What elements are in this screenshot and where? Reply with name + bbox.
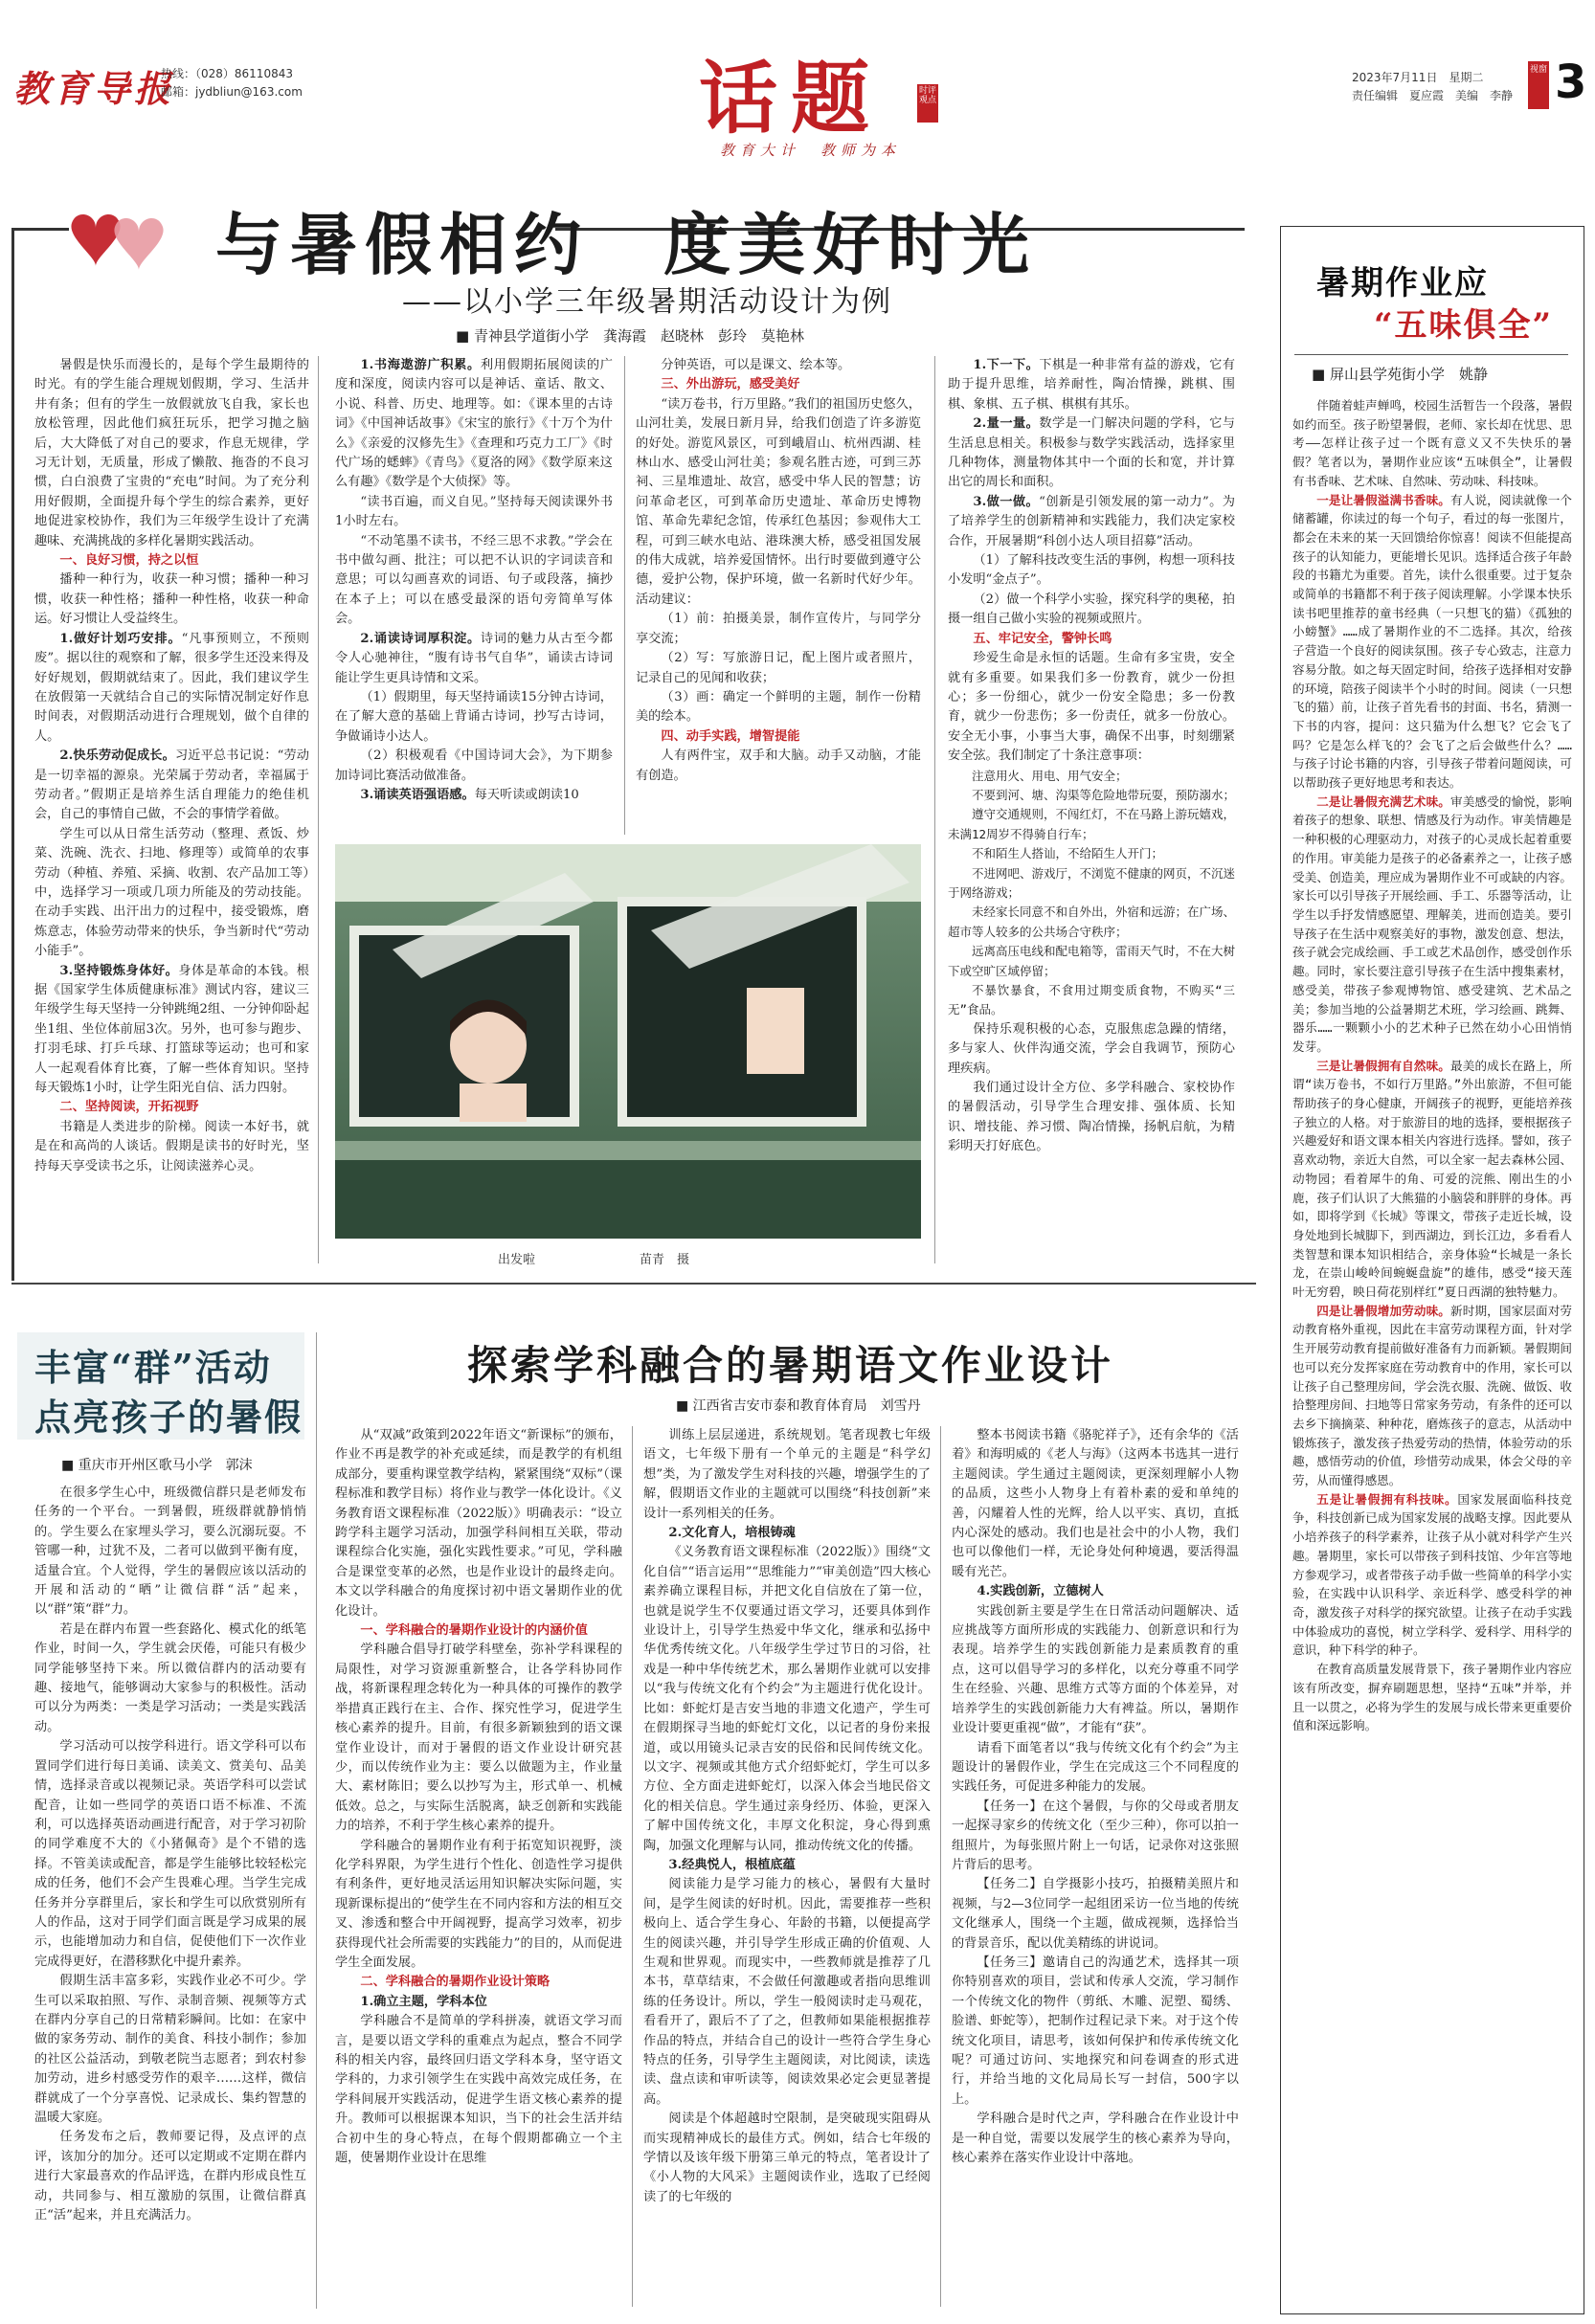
email: 邮箱：jydbliun@163.com — [161, 85, 303, 99]
subsection-heading: 三、外出游玩，感受美好 — [661, 377, 800, 392]
section-seal: 时评观点 — [917, 84, 938, 123]
paragraph-lead: 2.快乐劳动促成长。 — [59, 749, 175, 764]
paragraph-text: 学科融合不是简单的学科拼凑，就语文学习而言，是要以语文学科的重难点为起点，整合不同学科的相关内容，最终回归语文学科本身，坚守语文学科的，力求引领学生在实践中高效完成任务，在学科间展开实践活动，促进学生语文核心素养的提升。教师可以根据课本知识，当下的社会生活并结合初中生的身心特点，在每个假期都确立一个主题，使暑期作业设计在思维 — [335, 2014, 622, 2166]
paragraph-text: 保持乐观积极的心态，克服焦虑急躁的情绪，多与家人、伙伴沟通交流，学会自我调节，预防心理疾病。 — [948, 1021, 1235, 1076]
paragraph-text: （1）假期里，每天坚持诵读15分钟古诗词，在了解大意的基础上背诵古诗词，抄写古诗词，争做诵诗小达人。 — [335, 689, 613, 744]
paragraph-text: 从“双减”政策到2022年语文“新课标”的颁布，作业不再是教学的补充或延续，而是教学的有机组成部分，要重构课堂教学结构，紧紧围绕“双标”（课程标准和教学目标）将作业与教学一体化设计。《义务教育语文课程标准（2022版）》明确表示：“设立跨学科主题学习活动，加强学科间相互关联，带动课程综合化实施，强化实践性要求。”可见，学科融合是课堂变革的必然，也是作业设计的最终走向。本文以学科融合的角度探讨初中语文暑期作业的优化设计。 — [335, 1428, 622, 1619]
paragraph-text: 下棋是一种非常有益的游戏，它有助于提升思维，培养耐性，陶冶情操，跳棋、围棋、象棋、五子棋、棋棋有其乐。 — [948, 358, 1235, 412]
paragraph-text: 有人说，阅读就像一个储蓄罐，你读过的每一个句子，看过的每一张图片，都会在未来的某一天回馈给你惊喜！阅读不但能提高孩子的认知能力，更能增长见识。选择适合孩子年龄段的书籍尤为重要。首先，读什么很重要。过于复杂或简单的书籍都不利于孩子阅读理解。小学课本快乐读书吧里推荐的童书经典（一只想飞的猫）《孤独的小螃蟹》……成了暑期作业的不二选择。其次，给孩子营造一个良好的阅读氛围。孩子专心致志，注意力容易分散。如之每天固定时间，给孩子选择相对安静的环境，陪孩子阅读半个小时的时间。阅读（一只想飞的猫）前，让孩子首先看书的封面、书名，猜测一下书的内容，提问：这只猫为什么想飞？它会飞了吗？它是怎么样飞的？会飞了之后会做些什么？……与孩子讨论书籍的内容，引导孩子带着问题阅读，可以帮助孩子更好地思考和表达。 — [1292, 492, 1572, 791]
column-divider — [318, 356, 319, 1263]
paragraph-text: （2）做一个科学小实验，探究科学的奥秘，拍摄一组自己做小实验的视频或照片。 — [948, 592, 1235, 627]
section-title: 话题 — [699, 53, 884, 145]
paragraph-text: 国家发展面临科技竞争，科技创新已成为国家发展的战略支撑。因此要从小培养孩子的科学素养，让孩子从小就对科学产生兴趣。暑期里，家长可以带孩子到科技馆、少年宫等地方参观学习，或者带孩子动手做一些简单的科学小实验，在实践中认识科学、亲近科学、感受科学的神奇，激发孩子对科学的探究欲望。让孩子在动手实践中体验成功的喜悦，树立学科学、爱科学、用科学的意识，种下科学的种子。 — [1292, 1491, 1572, 1658]
paragraph — [636, 649, 921, 688]
paragraph-lead: 3.做一做。 — [973, 494, 1040, 509]
paragraph-text: 人有两件宝，双手和大脑。动手又动脑，才能有创造。 — [636, 749, 921, 783]
hotline: 热线：（028）86110843 — [161, 67, 293, 80]
paragraph — [1292, 1490, 1572, 1660]
subsection-heading: 一、学科融合的暑期作业设计的内涵价值 — [360, 1623, 588, 1639]
lead-subheadline: ——以小学三年级暑期活动设计为例 — [402, 285, 892, 319]
paragraph-text: 任务发布之后，教师要记得，及点评的点评，该加分的加分。还可以定期或不定期在群内进行大家最喜欢的作品评选，在群内形成良性互动，共同参与、相互激励的氛围，让微信群真正“活”起来，并且充满活力。 — [34, 2130, 306, 2223]
paragraph — [335, 532, 613, 630]
paragraph-text: 最美的成长在路上，所谓“读万卷书，不如行万里路。”外出旅游，不但可能帮助孩子的身心健康，开阔孩子的视野，更能培养孩子独立的人格。对于旅游目的地的选择，要根据孩子兴趣爱好和语文课本相关内容进行选择。譬如，孩子喜欢动物，亲近大自然，可以全家一起去森林公园、动物园；看着犀牛的角、可爱的浣熊、刚出生的小鹿，孩子们认识了大熊猫的小脑袋和胖胖的身体。再如，即将学到《长城》等课文，带孩子走近长城，设身处地到长城脚下，到西湖边，到长江边，多看看人类智慧和课本知识相结合，亲身体验“长城是一条长龙，在崇山峻岭间蜿蜒盘旋”的雄伟，感受“接天莲叶无穷碧，映日荷花别样红”夏日西湖的独特魅力。 — [1292, 1058, 1572, 1300]
lead-article-column-3 — [636, 356, 921, 835]
train-photo-illustration — [335, 844, 921, 1239]
paragraph — [335, 2012, 622, 2168]
paragraph-text: 整本书阅读书籍《骆驼祥子》，还有余华的《活着》和海明威的《老人与海》（这两本书选其一进行主题阅读。学生通过主题阅读，更深刻理解小人物的品质，这些小人物身上有着朴素的爱和单纯的善，闪耀着人性的光辉，给人以平实、真切，直抵内心深处的感动。我们也是社会中的小人物，我们也可以像他们一样，无论身处何种境遇，要活得温暖有光芒。 — [952, 1428, 1239, 1579]
paragraph-text: 在教育高质量发展背景下，孩子暑期作业内容应该有所改变，摒弃刷题思想，坚持“五味”并举，并且一以贯之，必将为学生的发展与成长带来更重要价值和深远影响。 — [1292, 1662, 1572, 1733]
paragraph — [643, 1543, 931, 1856]
paragraph — [643, 1426, 931, 1524]
paragraph-text: 学科融合是时代之声，学科融合在作业设计中是一种自觉，需要以发展学生的核心素养为导向，核心素养在落实作业设计中落地。 — [952, 2112, 1239, 2166]
paragraph — [636, 688, 921, 727]
paragraph — [636, 395, 921, 610]
sidebar-title-line1: 暑期作业应 — [1316, 264, 1489, 302]
paragraph-text: 请看下面笔者以“我与传统文化有个约会”为主题设计的暑假作业，学生在完成这三个不同程度的实践任务，可促进多种能力的发展。 — [952, 1740, 1239, 1795]
paragraph-text: 学生可以从日常生活劳动（整理、煮饭、炒菜、洗碗、洗衣、扫地、修理等）或简单的农事劳动（种植、养殖、采摘、收割、农产品加工等）中，选择学习一项或几项力所能及的劳动技能。在动手实践、出汗出力的过程中，接受锻炼，磨炼意志，体验劳动带来的快乐，争当新时代“劳动小能手”。 — [34, 826, 309, 959]
lead-article-column-1 — [34, 356, 309, 1263]
paragraph — [34, 1484, 306, 1620]
paragraph — [1292, 491, 1572, 793]
paragraph — [335, 1641, 622, 1836]
paragraph-lead: 三是让暑假拥有自然味。 — [1316, 1058, 1451, 1073]
paragraph-text: 伴随着蛙声蝉鸣，校园生活暂告一个段落，暑假如约而至。孩子盼望暑假，老师、家长却在忧思、思考——怎样让孩子过一个既有意义又不失快乐的暑假？笔者以为，暑期作业应该“五味俱全”，让暑假有书香味、艺术味、自然味、劳动味、科技味。 — [1292, 398, 1572, 488]
lead-byline: ■ 青神县学道街小学 龚海霞 赵晓林 彭玲 莫艳林 — [456, 327, 804, 345]
bottom-article-headline: 探索学科融合的暑期语文作业设计 — [467, 1342, 1114, 1389]
bottom-article-column-1 — [335, 1426, 622, 2307]
paragraph-text: “读书百遍，而义自见。”坚持每天阅读课外书1小时左右。 — [335, 494, 613, 529]
paragraph-text: 播种一种行为，收获一种习惯；播种一种习惯，收获一种性格；播种一种性格，收获一种命运。好习惯让人受益终生。 — [34, 572, 309, 627]
paragraph — [948, 493, 1235, 551]
paragraph — [643, 2110, 931, 2207]
paragraph-text: 习近平总书记说：“劳动是一切幸福的源泉。光荣属于劳动者，幸福属于劳动者。”假期正是培养生活自理能力的绝佳机会，自己的事情自己做，不会的事情学着做。 — [34, 749, 309, 822]
sidebar-title-line2: “五味俱全” — [1374, 306, 1554, 345]
paragraph — [948, 649, 1235, 766]
paragraph-text: 学习活动可以按学科进行。语文学科可以布置同学们进行每日美诵、读美文、赏美句、品美情，选择录音或以视频记录。英语学科可以尝试配音，让如一些同学的英语口语不标准、不流利，可以选择英语动画进行配音，对于学习初阶的同学难度不大的《小猪佩奇》是个不错的选择。不管美读或配音，都是学生能够比较轻松完成的任务，他们不会产生畏难心理。当学生完成任务并分享群里后，家长和学生可以欣赏别所有人的作品，这对于同学们面言既是学习成果的展示，也能增加动力和自信，促使他们下一次作业完成得更好，在潜移默化中提升素养。 — [34, 1739, 306, 1969]
paragraph — [335, 1426, 622, 1621]
paragraph — [1292, 396, 1572, 491]
paragraph-text: 我们通过设计全方位、多学科融合、家校协作的暑假活动，引导学生合理安排、强体质、长知识、增技能、养习惯、陶冶情操，扬帆启航，为精彩明天打好底色。 — [948, 1081, 1235, 1154]
paragraph — [335, 493, 613, 532]
paragraph — [952, 1602, 1239, 1739]
paragraph-lead: 3.诵读英语强语感。 — [360, 787, 475, 802]
paragraph-text: 暑假是快乐而漫长的，是每个学生最期待的时光。有的学生能合理规划假期，学习、生活井井有条；但有的学生一放假就放飞自我，家长也放松管理，因此他们疯狂玩乐，把学习抛之脑后，大大降低了对自己的要求，作息无规律，学习无计划，无质量，形成了懒散、拖沓的不良习惯，白白浪费了宝贵的“充电”时间。为了充分利用好假期，全面提升每个学生的综合素养，更好地促进家校协作，我们为三年级学生设计了充满趣味、充满挑战的多样化暑期实践活动。 — [34, 358, 309, 548]
paragraph-lead: 1.下一下。 — [973, 358, 1040, 372]
paragraph — [34, 630, 309, 747]
editors: 责任编辑 夏应霞 美编 李静 — [1352, 89, 1514, 102]
column-divider — [316, 1332, 317, 2309]
issue-info — [1352, 69, 1513, 105]
paragraph — [948, 414, 1235, 493]
paragraph-text: （1）前：拍摄美景，制作宣传片，与同学分享交流； — [636, 612, 921, 646]
paragraph-text: 【任务二】自学摄影小技巧，拍摄精美照片和视频，与2—3位同学一起组团采访一位当地的传统文化继承人，围绕一个主题，做成视频，选择恰当的背景音乐，配以优美精练的讲说词。 — [952, 1877, 1239, 1951]
issue-date: 2023年7月11日 星期二 — [1352, 71, 1484, 84]
page-number: 3 — [1555, 56, 1587, 109]
paragraph — [952, 1798, 1239, 1876]
column-divider — [940, 1426, 941, 2307]
paragraph-lead: 2.量一量。 — [973, 416, 1040, 432]
paragraph — [948, 551, 1235, 591]
subsection-heading: 五、牢记安全，警钟长鸣 — [973, 631, 1112, 646]
sidebar-rule — [1294, 354, 1568, 355]
paragraph — [952, 1954, 1239, 2110]
paragraph — [1292, 1660, 1572, 1735]
paragraph-text: 身体是革命的本钱。根据《国家学生体质健康标准》测试内容，建议三年级学生每天坚持一分钟跳绳2组、一分钟仰卧起坐1组、坐位体前屈3次。另外，也可参与跑步、打羽毛球、打乒乓球、打篮球等运动；也可和家人一起观看体育比赛，了解一些体育知识。坚持每天锻炼1小时，让学生阳光自信、活力四射。 — [34, 963, 309, 1096]
paragraph-text: 阅读是个体超越时空限制，是突破现实阻碍从而实现精神成长的最佳方式。例如，结合七年级的学情以及该年级下册第三单元的特点，笔者设计了《小人物的大风采》主题阅读作业，选取了已经阅读了的七年级的 — [643, 2112, 931, 2204]
paragraph-lead: 2.文化育人，培根铸魂 — [668, 1526, 796, 1541]
paragraph — [34, 570, 309, 629]
paragraph-text: 阅读能力是学习能力的核心，暑假有大量时间，是学生阅读的好时机。因此，需要推荐一些积极向上、适合学生身心、年龄的书籍，以便提高学生的阅读兴趣，并引导学生形成正确的价值观、人生观和世界观。而现实中，一些教师就是推荐了几本书，草草结束，不会做任何激趣或者指向思维训练的任务设计。所以，学生一般阅读时走马观花，看看开了，跟后不了了之，但教师如果能根据推荐作品的特点，并结合自己的设计一些符合学生身心特点的任务，引导学生主题阅读，对比阅读，读选读、盘点读和审听读等，阅读效果必定会更显著提高。 — [643, 1877, 931, 2107]
column-divider — [624, 356, 625, 835]
photo-caption-credit: 苗青 摄 — [640, 1253, 690, 1267]
paragraph-text: 分钟英语，可以是课文、绘本等。 — [661, 358, 851, 372]
paragraph — [948, 356, 1235, 414]
paragraph — [643, 1856, 931, 1875]
slogan: 教育大计 教师为本 — [720, 142, 902, 159]
paragraph — [952, 1875, 1239, 1954]
safety-tip: 注意用火、用电、用气安全； — [972, 768, 1128, 783]
paragraph — [335, 356, 613, 493]
paragraph-text: “读万卷书，行万里路。”我们的祖国历史悠久，山河壮美，发展日新月异，给我们创造了许多游览的好处。游览风景区，可到峨眉山、杭州西湖、桂林山水、感受山河壮美；参观名胜古迹，可到三苏祠、三星堆遗址、故宫，感受中华人民的智慧；访问革命老区，可到革命历史遗址、革命历史博物馆、革命先辈纪念馆，传承红色基因；参观伟大工程，可到三峡水电站、港珠澳大桥，感受祖国发展的伟大成就，培养爱国情怀。出行时要做到遵守公德，爱护公物，保护环境，做一名新时代好少年。活动建议： — [636, 396, 921, 607]
frame-line — [11, 228, 20, 1281]
contact-info — [161, 65, 303, 101]
paragraph — [952, 1582, 1239, 1601]
paragraph — [636, 610, 921, 649]
safety-tip: 不进网吧、游戏厅，不浏览不健康的网页，不沉迷于网络游戏； — [948, 865, 1235, 900]
paragraph-lead: 1.书海遨游广积累。 — [360, 358, 481, 372]
paragraph-lead: 3.经典悦人，根植底蕴 — [668, 1857, 796, 1872]
paragraph-text: 数学是一门解决问题的学科，它与生活息息相关。积极参与数学实践活动，选择家里几种物体，测量物体其中一个面的长和宽，并计算出它的周长和面积。 — [948, 416, 1235, 490]
paragraph — [34, 2128, 306, 2225]
photo-caption-title: 出发啦 — [498, 1253, 536, 1267]
paragraph-lead: 一是让暑假溢满书香味。 — [1316, 492, 1451, 507]
paragraph-lead: 2.诵读诗词厚积淀。 — [360, 631, 481, 646]
safety-tip: 不要到河、塘、沟渠等危险地带玩耍，预防溺水； — [972, 787, 1235, 802]
newspaper-logo: 教育导报 — [13, 67, 175, 110]
paragraph-text: 珍爱生命是永恒的话题。生命有多宝贵，安全就有多重要。如果我们多一份教育，就少一份担心；多一份细心，就少一份安全隐患；多一份教育，就少一份悲伤；多一份责任，就多一份放心。安全无小事，小事当大事，确保不出事，时刻绷紧安全弦。我们制定了十条注意事项： — [948, 651, 1235, 764]
paragraph — [34, 356, 309, 551]
paragraph — [335, 1837, 622, 1974]
paragraph-text: “不动笔墨不读书，不经三思不求教。”学会在书中做勾画、批注；可以把不认识的字词读音和意思；可以勾画喜欢的词语、句子或段落，摘抄在本子上；可以在感受最深的语句旁简单写体会。 — [335, 533, 613, 627]
paragraph — [1292, 1057, 1572, 1302]
paragraph — [643, 1875, 931, 2110]
paragraph — [34, 825, 309, 962]
left-article-title-line2: 点亮孩子的暑假 — [34, 1396, 303, 1439]
bottom-article-column-2 — [643, 1426, 931, 2307]
paragraph — [34, 747, 309, 825]
paragraph-lead: 1.确立主题，学科本位 — [360, 1994, 487, 2009]
paragraph-text: 实践创新主要是学生在日常活动问题解决、适应挑战等方面所形成的实践能力、创新意识和行为表现。培养学生的实践创新能力是素质教育的重点，这可以倡导学习的多样化，以充分尊重不同学生在经验、兴趣、思维方式等方面的个体差异，对培养学生的实践创新能力大有裨益。所以，暑期作业设计要更重视“做”，才能有“获”。 — [952, 1603, 1239, 1736]
lead-headline: 与暑假相约 度美好时光 — [215, 205, 1037, 284]
paragraph-text: 【任务一】在这个暑假，与你的父母或者朋友一起探寻家乡的传统文化（至少三种），你可以拍一组照片，为每张照片附上一句话，记录你对这张照片背后的思考。 — [952, 1799, 1239, 1872]
left-article-title-line1: 丰富“群”活动 — [34, 1346, 272, 1389]
paragraph — [952, 1426, 1239, 1582]
paragraph — [636, 747, 921, 786]
safety-tip: 遵守交通规则，不闯红灯，不在马路上游玩嬉戏，未满12周岁不得骑自行车； — [948, 807, 1235, 841]
paragraph-text: （1）了解科技改变生活的事例，构想一项科技小发明“金点子”。 — [948, 553, 1235, 588]
subsection-heading: 一、良好习惯，持之以恒 — [59, 553, 199, 569]
safety-tip: 未经家长同意不和自外出，外宿和远游；在广场、超市等人较多的公共场合守秩序； — [948, 905, 1235, 939]
sidebar-article-body — [1292, 396, 1572, 2306]
paragraph — [643, 1524, 931, 1543]
paragraph-text: 【任务三】邀请自己的沟通艺术，选择其一项你特别喜欢的项目，尝试和传承人交流，学习制作一个传统文化的物件（剪纸、木雕、泥塑、蜀绣、脸谱、虾蛇等），把制作过程记录下来。对于这个传统文化项目，请思考，该如何保护和传承传统文化呢？可通过访问、实地探究和问卷调查的形式进行，并给当地的文化局局长写一封信，500字以上。 — [952, 1955, 1239, 2107]
left-article-byline: ■ 重庆市开州区歌马小学 郭沫 — [61, 1458, 253, 1473]
safety-tip: 不和陌生人搭讪，不给陌生人开门； — [972, 846, 1164, 861]
paragraph-text: “创新是引领发展的第一动力”。为了培养学生的创新精神和实践能力，我们决定家校合作，开展暑期“科创小达人项目招募”活动。 — [948, 494, 1235, 548]
paragraph — [636, 356, 921, 375]
column-divider — [632, 1426, 633, 2307]
paragraph-text: 《义务教育语文课程标准（2022版）》围绕“文化自信”“语言运用”“思维能力”“审美创造”四大核心素养确立课程目标，并把文化自信放在了第一位，也就是说学生不仅要通过语文学习，还要具体到作业设计上，引导学生热爱中华文化，继承和弘扬中华优秀传统文化。八年级学生学过节日的习俗，社戏是一种中华传统艺术，那么暑期作业就可以安排以“我与传统文化有个约会”为主题进行优化设计。比如：虾蛇灯是吉安当地的非遗文化遗产，学生可在假期探寻当地的虾蛇灯文化，以记者的身份来报道，或以用镜头记录吉安的民俗和民间传统文化。以文字、视频或其他方式介绍虾蛇灯，学生可以多方位、全方面走进虾蛇灯，以深入体会当地民俗文化的相关信息。学生通过亲身经历、体验，更深入了解中国传统文化，丰厚文化积淀，身心得到熏陶，加强文化理解与认同，推动传统文化的传播。 — [643, 1545, 931, 1853]
paragraph — [335, 786, 613, 805]
paragraph-text: 每天听读或朗读10 — [474, 787, 579, 802]
paragraph-text: 训练上层层递进，系统规划。笔者现教七年级语文，七年级下册有一个单元的主题是“科学幻想”类，为了激发学生对科技的兴趣，增强学生的了解，假期语文作业的主题就可以围绕“科技创新”来设计一系列相关的任务。 — [643, 1428, 931, 1521]
paragraph-lead: 3.坚持锻炼身体好。 — [59, 963, 179, 978]
paragraph — [948, 1020, 1235, 1079]
paragraph — [952, 2110, 1239, 2168]
paragraph — [34, 1118, 309, 1176]
paragraph — [1292, 1302, 1572, 1490]
paragraph-text: “凡事预则立，不预则废”。据以往的观察和了解，很多学生还没来得及好好规划，假期就结束了。因此，我们建议学生在放假第一天就结合自己的实际情况制定好作息时间表，对假期活动进行合理规划，做个自律的人。 — [34, 631, 309, 744]
page-flag: 视窗 — [1528, 61, 1549, 109]
paragraph-lead: 二是让暑假充满艺术味。 — [1316, 793, 1451, 809]
paragraph — [335, 747, 613, 786]
paragraph — [34, 1972, 306, 2128]
paragraph — [335, 630, 613, 688]
paragraph-text: （2）写：写旅游日记，配上图片或者照片，记录自己的见闻和收获； — [636, 651, 921, 685]
paragraph — [34, 1620, 306, 1737]
paragraph-text: 利用假期拓展阅读的广度和深度，阅读内容可以是神话、童话、散文、小说、科普、历史、地理等。如：《课本里的古诗词》《中国神话故事》《宋宝的旅行》《十万个为什么》《亲爱的汉修先生》《查理和巧克力工厂》《时代广场的蟋蟀》《青鸟》《夏洛的网》《数学原来这么有趣》《数学是个大侦探》等。 — [335, 358, 613, 490]
paragraph — [948, 591, 1235, 630]
paragraph-lead: 四是让暑假增加劳动味。 — [1316, 1303, 1451, 1318]
paragraph-text: 在很多学生心中，班级微信群只是老师发布任务的一个平台。一到暑假，班级群就静悄悄的。学生要么在家埋头学习，要么沉溺玩耍。不管哪一种，过犹不及，二者可以做到平衡有度，适量合宜。个人觉得，学生的暑假应该以活动的开展和活动的“晒”让微信群“活”起来，以“群”策“群”力。 — [34, 1486, 306, 1618]
paragraph-text: （3）画：确定一个鲜明的主题，制作一份精美的绘本。 — [636, 689, 921, 725]
paragraph-text: （2）积极观看《中国诗词大会》，为下期参加诗词比赛活动做准备。 — [335, 749, 613, 783]
paragraph — [335, 688, 613, 747]
paragraph — [335, 1993, 622, 2012]
train-window-photo — [335, 844, 921, 1239]
section-divider — [11, 1283, 1256, 1285]
bottom-article-byline: ■ 江西省吉安市泰和教育体育局 刘雪丹 — [676, 1398, 921, 1414]
lead-article-column-4 — [948, 356, 1235, 1263]
paragraph-text: 学科融合的暑期作业有利于拓宽知识视野，淡化学科界限，为学生进行个性化、创造性学习提供有利条件，更好地灵活运用知识解决实际问题，实现新课标提出的“使学生在不同内容和方法的相互交叉、渗透和整合中开阔视野，提高学习效率，初步获得现代社会所需要的实践能力”的目的，从而促进学生全面发展。 — [335, 1838, 622, 1970]
hearts-icon — [57, 199, 182, 285]
paragraph-text: 新时期，国家层面对劳动教育格外重视，因此在丰富劳动课程方面，针对学生开展劳动教育提前做好准备有力而新颖。暑假期间也可以充分发挥家庭在劳动教育中的作用，家长可以让孩子自己整理房间，学会洗衣服、洗碗、做饭、收拾整理房间、扫地等日常家务劳动，有条件的还可以去乡下摘摘菜、种种花，磨炼孩子的意志，从活动中锻炼孩子，激发孩子热爱劳动的热情，体验劳动的乐趣，感悟劳动的价值，珍惜劳动成果，体会父母的辛劳，从而懂得感恩。 — [1292, 1303, 1572, 1488]
lead-article-column-2 — [335, 356, 613, 835]
column-divider — [934, 356, 935, 1263]
subsection-heading: 二、学科融合的暑期作业设计策略 — [360, 1975, 550, 1990]
sidebar-byline: ■ 屏山县学苑街小学 姚静 — [1312, 366, 1488, 383]
paragraph-text: 书籍是人类进步的阶梯。阅读一本好书，就是在和高尚的人谈话。假期是读书的好时光，坚持每天享受读书之乐，让阅读滋养心灵。 — [34, 1119, 309, 1173]
subsection-heading: 四、动手实践，增智提能 — [661, 728, 800, 744]
paragraph-text: 诗词的魅力从古至今都令人心驰神往，“腹有诗书气自华”，诵读古诗词能让学生更具诗情和文采。 — [335, 631, 613, 685]
bottom-article-column-3 — [952, 1426, 1239, 2307]
paragraph — [1292, 793, 1572, 1057]
paragraph-lead: 4.实践创新，立德树人 — [977, 1584, 1104, 1599]
paragraph-text: 学科融合倡导打破学科壁垒，弥补学科课程的局限性，对学习资源重新整合，让各学科协同作战，将新课程理念转化为一种具体的可操作的教学举措真正践行在主、合作、探究性学习，促进学生核心素养的提升。目前，有很多新颖独到的语文课堂作业设计，而对于暑假的语文作业设计研究甚少，而以传统作业为主：要么以做题为主，作业量大、素材陈旧；要么以抄写为主，形式单一、机械低效。总之，与实际生活脱离，缺乏创新和实践能力的培养，不利于学生核心素养的提升。 — [335, 1642, 622, 1834]
safety-tip: 远离高压电线和配电箱等，雷雨天气时，不在大树下或空旷区域停留； — [948, 944, 1235, 978]
safety-tip: 不暴饮暴食，不食用过期变质食物，不购买“三无”食品。 — [948, 983, 1235, 1017]
paragraph-text: 若是在群内布置一些套路化、模式化的纸笔作业，时间一久，学生就会厌倦，可能只有极少同学能够坚持下来。所以微信群内的活动要有趣、接地气，能够调动大家参与的积极性。活动可以分为两类：一类是学习活动；一类是实践活动。 — [34, 1621, 306, 1734]
subsection-heading: 二、坚持阅读，开拓视野 — [59, 1100, 199, 1115]
paragraph — [948, 1079, 1235, 1157]
paragraph-text: 审美感受的愉悦，影响着孩子的想象、联想、情感及行为动作。审美情趣是一种积极的心理驱动力，对孩子的心灵成长起着重要的作用。审美能力是孩子的必备素养之一，让孩子感受美、创造美，理应成为暑期作业不可或缺的内容。家长可以引导孩子开展绘画、手工、乐器等活动，让学生以手抒发情感愿望、理解美，进而创造美。要引导孩子在生活中观察美好的事物，激发创意、想法，孩子就会完成绘画、手工或艺术品创作，感受创作乐趣。同时，家长要注意引导孩子在生活中搜集素材，感受美，带孩子参观博物馆、感受建筑、艺术品之美；参加当地的公益暑期艺术班，学习绘画、跳舞、器乐……一颗颗小小的艺术种子已然在幼小心田悄悄发芽。 — [1292, 793, 1572, 1054]
paragraph — [952, 1739, 1239, 1798]
left-article-body — [34, 1484, 306, 2307]
paragraph — [34, 962, 309, 1099]
paragraph-lead: 五是让暑假拥有科技味。 — [1316, 1491, 1458, 1507]
paragraph-text: 假期生活丰富多彩，实践作业必不可少。学生可以采取拍照、写作、录制音频、视频等方式在群内分享自己的日常精彩瞬间。比如：在家中做的家务劳动、制作的美食、科技小制作；参加的社区公益活动，到敬老院当志愿者；到农村参加劳动，进乡村感受劳作的艰辛……这样，微信群就成了一个分享喜悦、记录成长、集约智慧的温暖大家庭。 — [34, 1974, 306, 2125]
paragraph — [34, 1737, 306, 1972]
paragraph-lead: 1.做好计划巧安排。 — [59, 631, 182, 646]
